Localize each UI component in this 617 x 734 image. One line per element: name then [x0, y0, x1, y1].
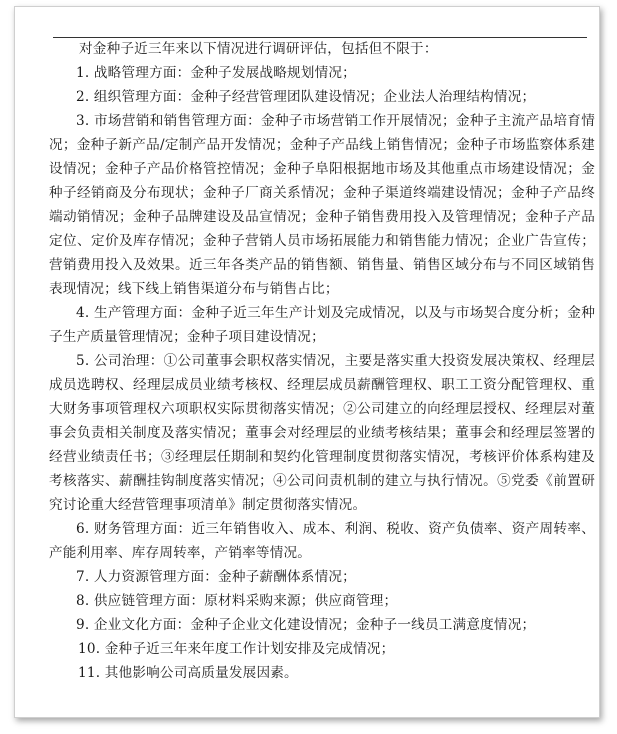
item-work-plan: 10. 金种子近三年来年度工作计划安排及完成情况；: [78, 641, 395, 657]
intro-paragraph: 对金种子近三年来以下情况进行调研评估，包括但不限于：: [79, 41, 438, 57]
item-organization: 2. 组织管理方面：金种子经营管理团队建设情况；企业法人治理结构情况；: [76, 89, 536, 105]
item-strategy: 1. 战略管理方面：金种子发展战略规划情况；: [76, 65, 356, 81]
item-other-factors: 11. 其他影响公司高质量发展因素。: [78, 665, 298, 681]
item-marketing: 3. 市场营销和销售管理方面：金种子市场营销工作开展情况；金种子主流产品培育情况；金种子新产品/定制产品开发情况；金种子产品线上销售情况；金种子市场监察体系建设情况；金种子产品价格管控情况；金种子阜阳根据地市场及其他重点市场建设情况；金种子经销商及分布现状；金种子厂商关系情况；金种子渠道终端建设情况；金种子产品终端动销情况；金种子品牌建设及品宣情况；金种子销售费用投入及管理情况；金种子产品定位、定价及库存情况；金种子营销人员市场拓展能力和销售能力情况；企业广告宣传；营销费用投入及效果。近三年各类产品的销售额、销售量、销售区域分布与不同区域销售表现情况；线下线上销售渠道分布与销售占比；: [49, 113, 595, 297]
item-production: 4. 生产管理方面：金种子近三年生产计划及完成情况，以及与市场契合度分析；金种子生产质量管理情况；金种子项目建设情况；: [49, 305, 595, 345]
document-page: [14, 6, 600, 718]
item-governance: 5. 公司治理：①公司董事会职权落实情况，主要是落实重大投资发展决策权、经理层成员选聘权、经理层成员业绩考核权、经理层成员薪酬管理权、职工工资分配管理权、重大财务事项管理权六项职权实际贯彻落实情况；②公司建立的向经理层授权、经理层对董事会负责相关制度及落实情况；董事会对经理层的业绩考核结果；董事会和经理层签署的经营业绩责任书；③经理层任期制和契约化管理制度贯彻落实情况，考核评价体系构建及考核落实、薪酬挂钩制度落实情况；④公司问责机制的建立与执行情况。⑤党委《前置研究讨论重大经营管理事项清单》制定贯彻落实情况。: [49, 353, 595, 513]
item-hr: 7. 人力资源管理方面：金种子薪酬体系情况；: [76, 569, 356, 585]
document-body: [49, 37, 595, 685]
item-finance: 6. 财务管理方面：近三年销售收入、成本、利润、税收、资产负债率、资产周转率、产能利用率、库存周转率，产销率等情况。: [49, 521, 595, 561]
item-culture: 9. 企业文化方面：金种子企业文化建设情况；金种子一线员工满意度情况；: [76, 617, 536, 633]
item-supply-chain: 8. 供应链管理方面：原材料采购来源；供应商管理；: [76, 593, 398, 609]
